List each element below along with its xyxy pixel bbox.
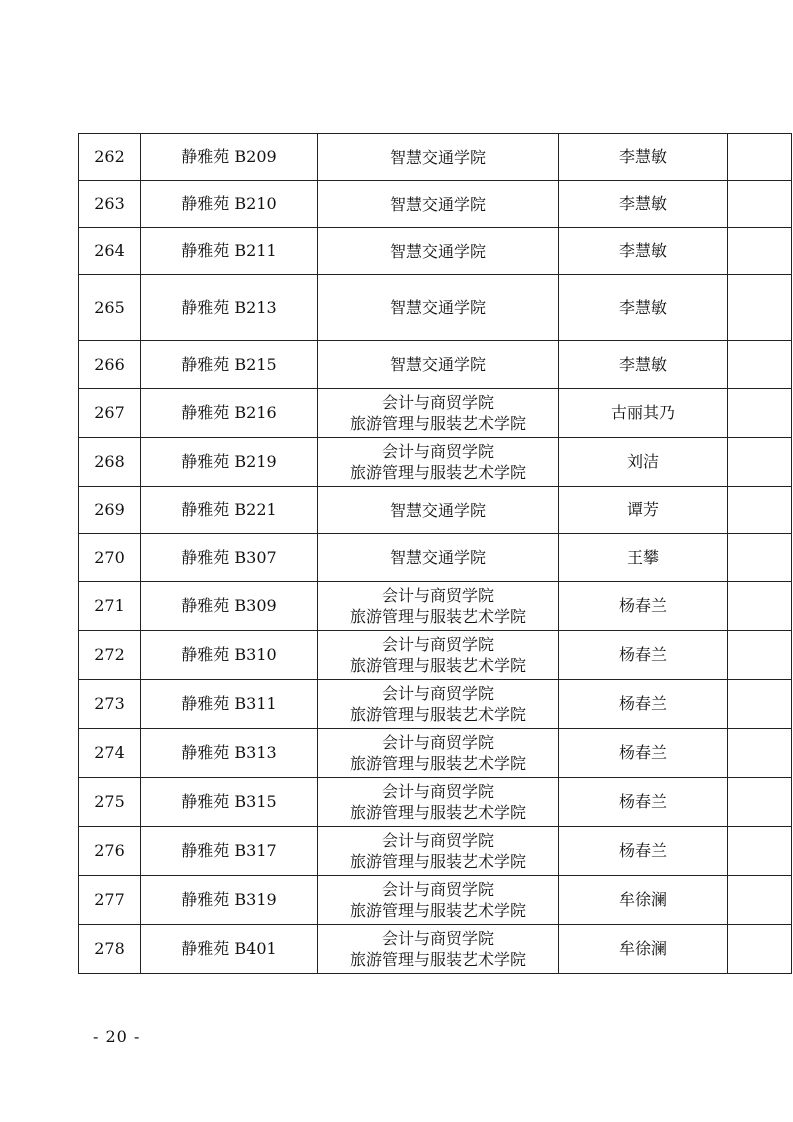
note-cell xyxy=(728,181,792,228)
note-cell xyxy=(728,534,792,582)
room-cell: 静雅苑 B219 xyxy=(141,438,318,487)
page-number: - 20 - xyxy=(93,1027,141,1046)
row-number-cell: 268 xyxy=(79,438,141,487)
row-number-cell: 269 xyxy=(79,487,141,534)
room-cell: 静雅苑 B311 xyxy=(141,680,318,729)
note-cell xyxy=(728,438,792,487)
person-cell: 李慧敏 xyxy=(559,228,728,275)
person-cell: 王攀 xyxy=(559,534,728,582)
college-name: 旅游管理与服装艺术学院 xyxy=(349,656,526,675)
note-cell xyxy=(728,729,792,778)
college-cell xyxy=(318,876,559,925)
table-row xyxy=(79,631,792,680)
college-name: 智慧交通学院 xyxy=(389,194,486,214)
person-cell: 李慧敏 xyxy=(559,341,728,389)
college-name: 智慧交通学院 xyxy=(389,355,486,374)
college-name: 会计与商贸学院 xyxy=(381,831,494,850)
table-row xyxy=(79,228,792,275)
person-cell: 杨春兰 xyxy=(559,729,728,778)
room-cell: 静雅苑 B317 xyxy=(141,827,318,876)
table-row xyxy=(79,487,792,534)
room-cell: 静雅苑 B216 xyxy=(141,389,318,438)
college-name: 旅游管理与服装艺术学院 xyxy=(349,607,526,626)
note-cell xyxy=(728,680,792,729)
room-cell: 静雅苑 B211 xyxy=(141,228,318,275)
note-cell xyxy=(728,631,792,680)
college-name: 会计与商贸学院 xyxy=(381,929,494,948)
person-cell: 李慧敏 xyxy=(559,275,728,341)
college-cell xyxy=(318,631,559,680)
room-cell: 静雅苑 B315 xyxy=(141,778,318,827)
table-row xyxy=(79,729,792,778)
person-cell: 牟徐澜 xyxy=(559,925,728,974)
college-cell xyxy=(318,438,559,487)
college-cell xyxy=(318,341,559,389)
row-number-cell: 274 xyxy=(79,729,141,778)
college-name: 会计与商贸学院 xyxy=(381,782,494,801)
row-number-cell: 270 xyxy=(79,534,141,582)
note-cell xyxy=(728,827,792,876)
note-cell xyxy=(728,341,792,389)
room-cell: 静雅苑 B307 xyxy=(141,534,318,582)
table-row xyxy=(79,925,792,974)
room-cell: 静雅苑 B215 xyxy=(141,341,318,389)
note-cell xyxy=(728,389,792,438)
person-cell: 李慧敏 xyxy=(559,134,728,181)
note-cell xyxy=(728,487,792,534)
note-cell xyxy=(728,134,792,181)
person-cell: 杨春兰 xyxy=(559,631,728,680)
table-row xyxy=(79,389,792,438)
college-name: 会计与商贸学院 xyxy=(381,586,494,605)
college-name: 旅游管理与服装艺术学院 xyxy=(349,705,526,724)
person-cell: 刘洁 xyxy=(559,438,728,487)
table-row xyxy=(79,181,792,228)
college-name: 智慧交通学院 xyxy=(389,147,486,167)
row-number-cell: 267 xyxy=(79,389,141,438)
college-name: 会计与商贸学院 xyxy=(381,442,494,461)
college-cell xyxy=(318,778,559,827)
room-cell: 静雅苑 B319 xyxy=(141,876,318,925)
college-cell xyxy=(318,487,559,534)
room-cell: 静雅苑 B401 xyxy=(141,925,318,974)
row-number-cell: 263 xyxy=(79,181,141,228)
table-row xyxy=(79,876,792,925)
person-cell: 李慧敏 xyxy=(559,181,728,228)
table-row xyxy=(79,582,792,631)
college-name: 会计与商贸学院 xyxy=(381,393,494,412)
college-cell xyxy=(318,228,559,275)
person-cell: 谭芳 xyxy=(559,487,728,534)
college-name: 智慧交通学院 xyxy=(389,548,486,567)
row-number-cell: 266 xyxy=(79,341,141,389)
college-name: 旅游管理与服装艺术学院 xyxy=(349,463,526,482)
college-cell xyxy=(318,181,559,228)
college-name: 会计与商贸学院 xyxy=(381,880,494,899)
college-name: 旅游管理与服装艺术学院 xyxy=(349,754,526,773)
room-cell: 静雅苑 B213 xyxy=(141,275,318,341)
college-cell xyxy=(318,534,559,582)
room-cell: 静雅苑 B210 xyxy=(141,181,318,228)
college-cell xyxy=(318,729,559,778)
table-row xyxy=(79,134,792,181)
person-cell: 牟徐澜 xyxy=(559,876,728,925)
note-cell xyxy=(728,778,792,827)
row-number-cell: 273 xyxy=(79,680,141,729)
note-cell xyxy=(728,582,792,631)
table-row xyxy=(79,778,792,827)
room-cell: 静雅苑 B313 xyxy=(141,729,318,778)
note-cell xyxy=(728,876,792,925)
row-number-cell: 264 xyxy=(79,228,141,275)
person-cell: 杨春兰 xyxy=(559,680,728,729)
college-name: 会计与商贸学院 xyxy=(381,733,494,752)
note-cell xyxy=(728,275,792,341)
college-name: 会计与商贸学院 xyxy=(381,684,494,703)
note-cell xyxy=(728,228,792,275)
row-number-cell: 265 xyxy=(79,275,141,341)
room-cell: 静雅苑 B309 xyxy=(141,582,318,631)
row-number-cell: 262 xyxy=(79,134,141,181)
person-cell: 杨春兰 xyxy=(559,582,728,631)
college-name: 旅游管理与服装艺术学院 xyxy=(349,414,526,433)
table-row xyxy=(79,827,792,876)
table-row xyxy=(79,275,792,341)
row-number-cell: 271 xyxy=(79,582,141,631)
table-row xyxy=(79,680,792,729)
college-name: 智慧交通学院 xyxy=(389,298,486,317)
college-name: 旅游管理与服装艺术学院 xyxy=(349,803,526,822)
table-body xyxy=(79,134,792,974)
college-cell xyxy=(318,680,559,729)
college-name: 智慧交通学院 xyxy=(389,241,486,261)
person-cell: 杨春兰 xyxy=(559,827,728,876)
dormitory-assignment-table xyxy=(78,133,792,974)
room-cell: 静雅苑 B209 xyxy=(141,134,318,181)
row-number-cell: 276 xyxy=(79,827,141,876)
college-cell xyxy=(318,134,559,181)
table-row xyxy=(79,341,792,389)
table-row xyxy=(79,534,792,582)
college-cell xyxy=(318,827,559,876)
college-name: 会计与商贸学院 xyxy=(381,635,494,654)
row-number-cell: 278 xyxy=(79,925,141,974)
college-cell xyxy=(318,275,559,341)
note-cell xyxy=(728,925,792,974)
person-cell: 杨春兰 xyxy=(559,778,728,827)
college-name: 智慧交通学院 xyxy=(389,500,486,520)
college-name: 旅游管理与服装艺术学院 xyxy=(349,901,526,920)
table-row xyxy=(79,438,792,487)
person-cell: 古丽其乃 xyxy=(559,389,728,438)
row-number-cell: 277 xyxy=(79,876,141,925)
college-cell xyxy=(318,389,559,438)
row-number-cell: 272 xyxy=(79,631,141,680)
college-cell xyxy=(318,925,559,974)
row-number-cell: 275 xyxy=(79,778,141,827)
college-cell xyxy=(318,582,559,631)
room-cell: 静雅苑 B221 xyxy=(141,487,318,534)
room-cell: 静雅苑 B310 xyxy=(141,631,318,680)
college-name: 旅游管理与服装艺术学院 xyxy=(349,852,526,871)
college-name: 旅游管理与服装艺术学院 xyxy=(349,950,526,969)
